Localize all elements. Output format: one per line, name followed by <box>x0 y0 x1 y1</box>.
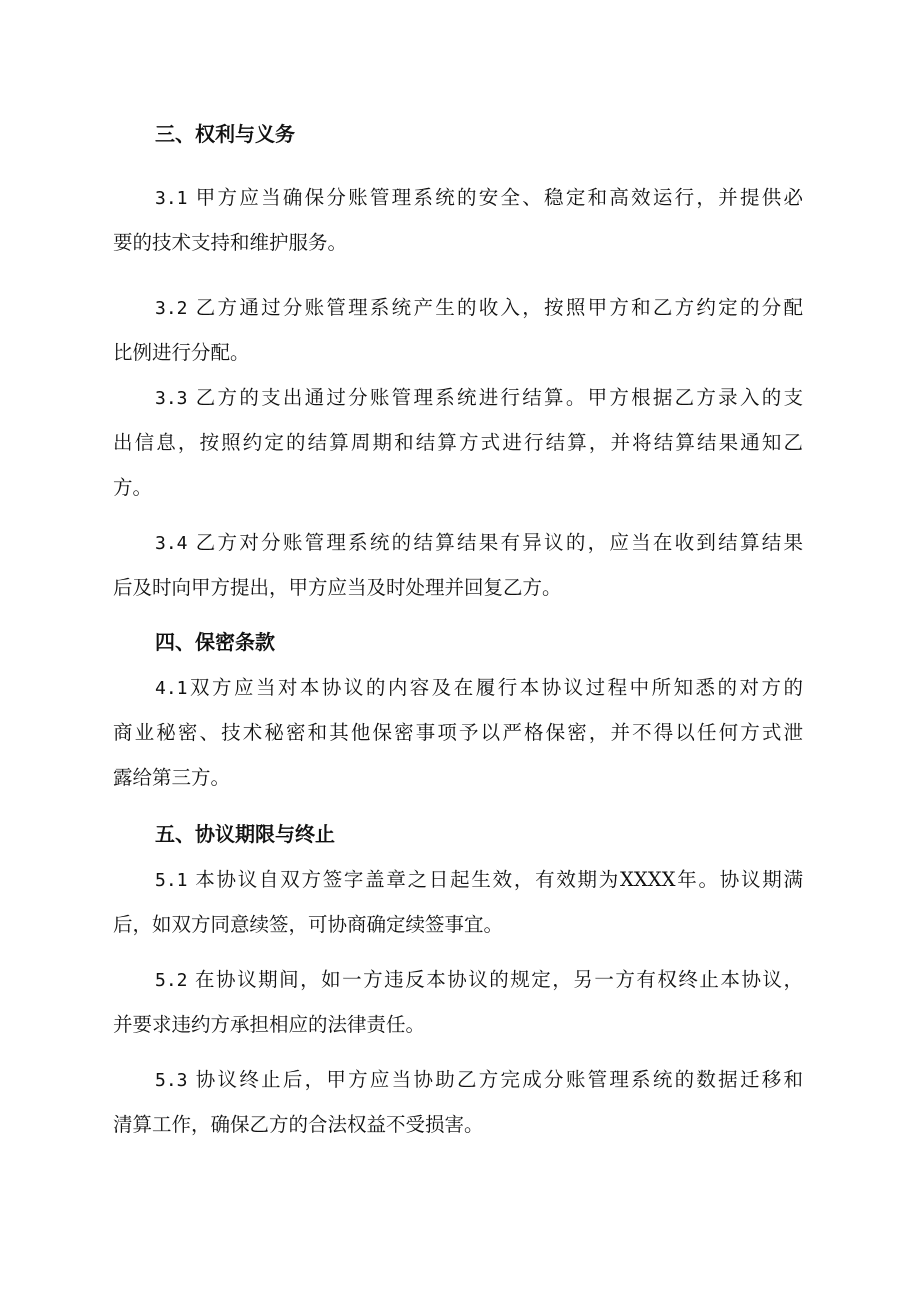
clause-number: 3.3 <box>155 388 188 409</box>
clause-number: 3.4 <box>155 533 188 554</box>
clause-3-1 <box>113 175 803 265</box>
clause-4-1 <box>113 665 803 800</box>
clause-line: 比例进行分配。 <box>113 341 250 364</box>
clause-line: 4.1双方应当对本协议的内容及在履行本协议过程中所知悉的对方的 <box>155 676 803 699</box>
clause-number: 3.2 <box>155 298 188 319</box>
section-heading-3: 三、权利与义务 <box>155 122 295 146</box>
clause-line: 3.2 乙方通过分账管理系统产生的收入，按照甲方和乙方约定的分配 <box>155 296 803 319</box>
section-heading-4: 四、保密条款 <box>155 630 275 654</box>
clause-3-3 <box>113 375 803 510</box>
section-heading-5: 五、协议期限与终止 <box>155 822 335 846</box>
clause-line: 后，如双方同意续签，可协商确定续签事宜。 <box>113 913 504 936</box>
clause-number: 5.3 <box>155 1070 188 1091</box>
clause-line: 5.1 本协议自双方签字盖章之日起生效，有效期为XXXX年。协议期满 <box>155 868 803 891</box>
clause-line: 3.3 乙方的支出通过分账管理系统进行结算。甲方根据乙方录入的支 <box>155 386 803 409</box>
clause-line: 清算工作，确保乙方的合法权益不受损害。 <box>113 1113 484 1136</box>
clause-3-2 <box>113 285 803 375</box>
clause-line: 5.2 在协议期间，如一方违反本协议的规定，另一方有权终止本协议， <box>155 968 803 991</box>
clause-line: 出信息，按照约定的结算周期和结算方式进行结算，并将结算结果通知乙 <box>113 431 803 454</box>
clause-line: 露给第三方。 <box>113 766 231 789</box>
clause-5-3 <box>113 1057 803 1147</box>
clause-line: 并要求违约方承担相应的法律责任。 <box>113 1013 426 1036</box>
clause-line: 商业秘密、技术秘密和其他保密事项予以严格保密，并不得以任何方式泄 <box>113 721 803 744</box>
clause-number: 4.1 <box>155 678 188 699</box>
clause-number: 3.1 <box>155 188 188 209</box>
clause-line: 3.1 甲方应当确保分账管理系统的安全、稳定和高效运行，并提供必 <box>155 186 803 209</box>
clause-line: 后及时向甲方提出，甲方应当及时处理并回复乙方。 <box>113 576 562 599</box>
clause-3-4 <box>113 520 803 610</box>
clause-number: 5.1 <box>155 870 188 891</box>
clause-number: 5.2 <box>155 970 188 991</box>
clause-line: 要的技术支持和维护服务。 <box>113 231 348 254</box>
clause-line: 3.4 乙方对分账管理系统的结算结果有异议的，应当在收到结算结果 <box>155 531 803 554</box>
clause-line: 5.3 协议终止后，甲方应当协助乙方完成分账管理系统的数据迁移和 <box>155 1068 803 1091</box>
clause-5-2 <box>113 957 803 1047</box>
clause-line: 方。 <box>113 476 153 499</box>
clause-5-1 <box>113 857 803 947</box>
